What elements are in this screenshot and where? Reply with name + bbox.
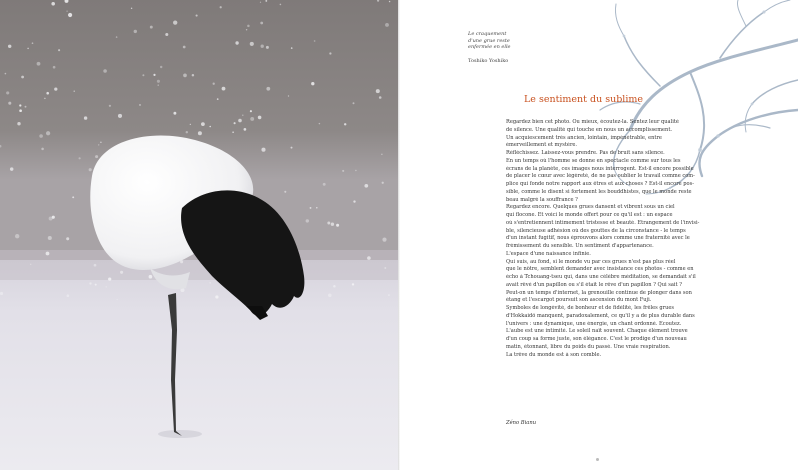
- body-text-line: Regardez encore. Quelques grues dansent et vibrent sous un ciel: [506, 204, 675, 211]
- epigraph-line: Le craquement: [468, 31, 507, 37]
- body-text-line: Regardez bien cet photo. Ou mieux, écoutez-la. Sentez leur qualité: [506, 119, 679, 125]
- body-text-line: beau malgré la souffrance ?: [506, 196, 578, 203]
- body-text-line: matin, étonnant, libre du poids du passé. Une vraie respiration.: [506, 343, 671, 350]
- crane-shadow: [158, 430, 202, 438]
- body-text-line: Réfléchissez. Laissez-vous prendre. Pas de bruit sans silence.: [506, 150, 665, 156]
- body-text-line: étang et l'escargot poursuit son ascension du mont Fuji.: [506, 297, 652, 304]
- body-text-line: avait rêvé d'un papillon ou s'il était le rêve d'un papillon ? Qui sait ?: [506, 281, 682, 288]
- author-signature: Zéno Bianu: [506, 420, 537, 426]
- body-text-line: d'Hokkaidô manquent, paradoxalement, ce qu'il y a de plus durable dans: [506, 312, 695, 319]
- body-text-line: plice qui fonde notre rapport aux êtres et aux choses ? Est-il encore pos-: [506, 181, 694, 187]
- body-text-line: Peut-on un temps d'internet, la grenouille continue de plonger dans son: [506, 289, 692, 296]
- body-text-line: ble, silencieuse adhésion où des gouttes de la circonstance - le temps: [506, 227, 686, 234]
- body-text-line: Symboles de longévité, de bonheur et de fidélité, les frêles grues: [506, 305, 674, 311]
- crane-photograph: [0, 0, 398, 470]
- epigraph-line: enfermée en elle: [468, 44, 511, 50]
- body-text-line: En un temps où l'homme se donne en spectacle comme sur tous les: [506, 157, 681, 164]
- page-marker: [596, 458, 599, 461]
- chapter-title: Le sentiment du sublime: [524, 94, 644, 105]
- body-text-line: que le nôtre, semblent demander avec insistance ces photos - comme en: [506, 266, 694, 273]
- epigraph: [468, 31, 598, 51]
- body-text-line: Qui suis, au fond, si le monde vu par ces grues n'est pas plus réel: [506, 258, 676, 265]
- body-text-line: d'un coup sa forme juste, son élégance. C'est le prodige d'un nouveau: [506, 336, 687, 342]
- body-text-line: l'univers : une dynamique, une énergie, un chant ordonné. Écoutez.: [506, 320, 682, 327]
- chapter-body-text: [506, 119, 706, 359]
- body-text-line: qui flocone. Et voici le monde offert pour ce qu'il est : un espace: [506, 212, 673, 218]
- body-text-line: L'aube est une intimité. Le soleil naît souvent. Chaque élément trouve: [506, 328, 688, 335]
- body-text-line: écho à Tchouang-tseu qui, dans une célèbre méditation, se demandait s'il: [506, 274, 696, 280]
- body-text-line: sible, comme le disent si fortement les bouddhistes, que le monde reste: [506, 188, 692, 195]
- epigraph-author: Toshiko Yoshiko: [468, 58, 509, 64]
- body-text-line: L'espace d'une naissance infinie.: [506, 250, 591, 257]
- epigraph-line: d'une grue reste: [468, 37, 510, 44]
- snow-field: [0, 260, 398, 470]
- body-text-line: écrans de la planète, ces images nous interrogent. Est-il encore possible: [506, 165, 694, 172]
- body-text-line: de placer le cœur avec légèreté, de ne pas oublier le travail comme com-: [506, 173, 695, 180]
- body-text-line: d'un instant fugitif, nous éprouvons alors comme une fraternité avec le: [506, 235, 690, 242]
- body-text-line: de silence. Une qualité qui touche en nous un accomplissement.: [506, 126, 672, 133]
- body-text-line: où s'entretiennent intimement tristesse et beauté. Étrangement de l'invisi-: [506, 219, 700, 226]
- body-text-line: La trêve du monde est à son comble.: [506, 351, 602, 358]
- body-text-line: frémissement du sensible. Un sentiment d'appartenance.: [506, 243, 654, 249]
- body-text-line: Un acquiescement très ancien, lointain, impénétrable, entre: [506, 134, 662, 141]
- body-text-line: émerveillement et mystère.: [506, 142, 578, 149]
- text-page: [400, 0, 798, 470]
